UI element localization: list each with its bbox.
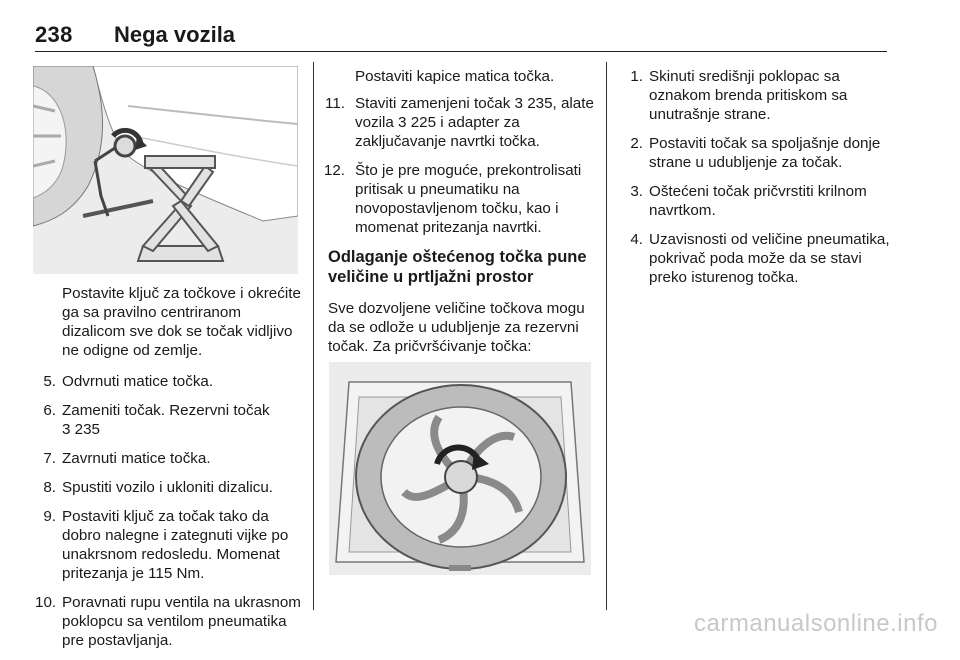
- step-number: 1.: [630, 68, 643, 85]
- list-item: [35, 507, 303, 583]
- step-text: Skinuti središnji poklopac sa oznakom brenda pritiskom sa unutrašnje strane.: [649, 68, 848, 123]
- list-item: [35, 478, 303, 497]
- step-text: Zameniti točak. Rezervni točak: [62, 402, 270, 419]
- page-number: 238: [35, 22, 73, 47]
- step-number: 2.: [630, 135, 643, 152]
- step-text: Oštećeni točak pričvrstiti krilnom navrtkom.: [649, 183, 867, 219]
- list-item: [622, 134, 890, 172]
- watermark: carmanualsonline.info: [694, 610, 938, 637]
- step-number: 8.: [43, 479, 56, 496]
- step-number: 6.: [43, 402, 56, 419]
- section-paragraph: Sve dozvoljene veličine točkova mogu da se odlože u udubljenje za rezervni točak. Za pričvršćivanje točka:: [328, 300, 585, 355]
- header-rule: [35, 51, 887, 52]
- left-column: [35, 284, 303, 660]
- list-item: [622, 67, 890, 124]
- intro-paragraph: Postavite ključ za točkove i okrećite ga sa pravilno centriranom dizalicom sve dok se točak vidljivo ne odigne od zemlje.: [62, 285, 301, 359]
- wheel-drawing: [329, 362, 591, 575]
- spare-wheel-illustration: [329, 362, 591, 575]
- step-number: 5.: [43, 373, 56, 390]
- step-number: 11.: [325, 95, 345, 112]
- list-item: [323, 161, 594, 237]
- step-text: Uzavisnosti od veličine pneumatika, pokrivač poda može da se stavi preko isturenog točka.: [649, 231, 890, 286]
- step-number: 12.: [323, 162, 345, 179]
- section-heading: Odlaganje oštećenog točka pune veličine u prtljažni prostor: [328, 248, 587, 286]
- page-title: Nega vozila: [114, 22, 236, 47]
- step-number: 4.: [630, 231, 643, 248]
- step-number: 10.: [35, 594, 57, 611]
- column-divider-left: [313, 62, 314, 610]
- step-text: Poravnati rupu ventila na ukrasnom poklopcu sa ventilom pneumatika pre postavljanja.: [62, 594, 301, 649]
- step-text: Postaviti ključ za točak tako da dobro nalegne i zategnuti vijke po unakrsnom redosledu. Momenat pritezanja je 115 Nm.: [62, 508, 289, 582]
- step-text: Zavrnuti matice točka.: [62, 450, 211, 467]
- middle-column: [323, 67, 594, 366]
- list-item: [325, 94, 594, 151]
- continuation-line: Postaviti kapice matica točka.: [355, 68, 555, 85]
- list-item: [622, 182, 890, 220]
- step-number: 3.: [630, 183, 643, 200]
- page-reference: 3 235: [62, 421, 101, 438]
- step-text: Što je pre moguće, prekontrolisati pritisak u pneumatiku na novopostavljenom točku, kao i momenat pritezanja navrtki.: [355, 162, 582, 236]
- column-divider-right: [606, 62, 607, 610]
- list-item: [622, 230, 890, 287]
- jack-drawing: [33, 66, 298, 274]
- page-header: [35, 22, 887, 52]
- list-item: [35, 372, 303, 391]
- step-number: 9.: [43, 508, 56, 525]
- jack-illustration: [33, 66, 298, 274]
- step-text: Spustiti vozilo i ukloniti dizalicu.: [62, 479, 274, 496]
- list-item: [35, 401, 303, 439]
- list-item: [35, 593, 303, 650]
- right-column: [622, 67, 890, 297]
- step-text: Staviti zamenjeni točak 3 235, alate vozila 3 225 i adapter za zaključavanje navrtki točka.: [355, 95, 594, 150]
- step-text: Odvrnuti matice točka.: [62, 373, 214, 390]
- step-number: 7.: [43, 450, 56, 467]
- list-item: [35, 449, 303, 468]
- step-text: Postaviti točak sa spoljašnje donje strane u udubljenje za točak.: [649, 135, 881, 171]
